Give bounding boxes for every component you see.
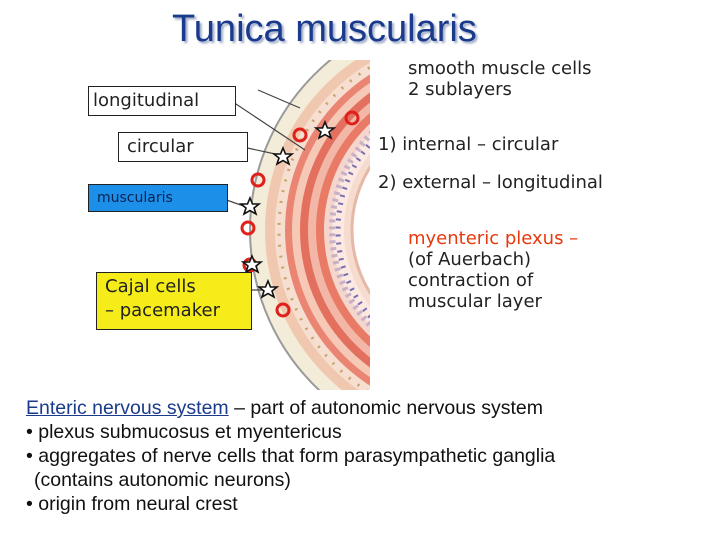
enteric-nervous-system-text — [26, 396, 555, 516]
cajal-line-1: Cajal cells — [105, 276, 196, 297]
ens-heading — [26, 396, 555, 420]
bullet-item: • origin from neural crest — [26, 493, 238, 515]
ens-term: Enteric nervous system — [26, 397, 229, 419]
plexus-line-2: (of Auerbach) — [408, 249, 532, 270]
bullet-item: • aggregates of nerve cells that form parasympathetic ganglia — [26, 445, 556, 467]
external-longitudinal-text: 2) external – longitudinal — [378, 172, 603, 193]
longitudinal-label: longitudinal — [88, 86, 236, 116]
page-title: Tunica muscularis — [172, 8, 477, 50]
myenteric-plexus-details — [408, 249, 542, 312]
plexus-line-3: contraction of — [408, 270, 534, 291]
circular-label: circular — [118, 132, 248, 162]
internal-circular-text: 1) internal – circular — [378, 134, 559, 155]
cajal-line-2: – pacemaker — [105, 300, 220, 321]
cajal-cells-label — [96, 272, 252, 330]
plexus-line-4: muscular layer — [408, 291, 542, 312]
myenteric-plexus-heading: myenteric plexus – — [408, 228, 579, 249]
bullet-item: (contains autonomic neurons) — [34, 469, 291, 491]
smooth-line-1: smooth muscle cells — [408, 58, 592, 79]
smooth-line-2: 2 sublayers — [408, 79, 512, 100]
smooth-muscle-text — [408, 58, 592, 100]
bullet-item: • plexus submucosus et myentericus — [26, 421, 342, 443]
muscularis-label: muscularis — [88, 184, 228, 212]
ens-definition: – part of autonomic nervous system — [228, 397, 543, 419]
